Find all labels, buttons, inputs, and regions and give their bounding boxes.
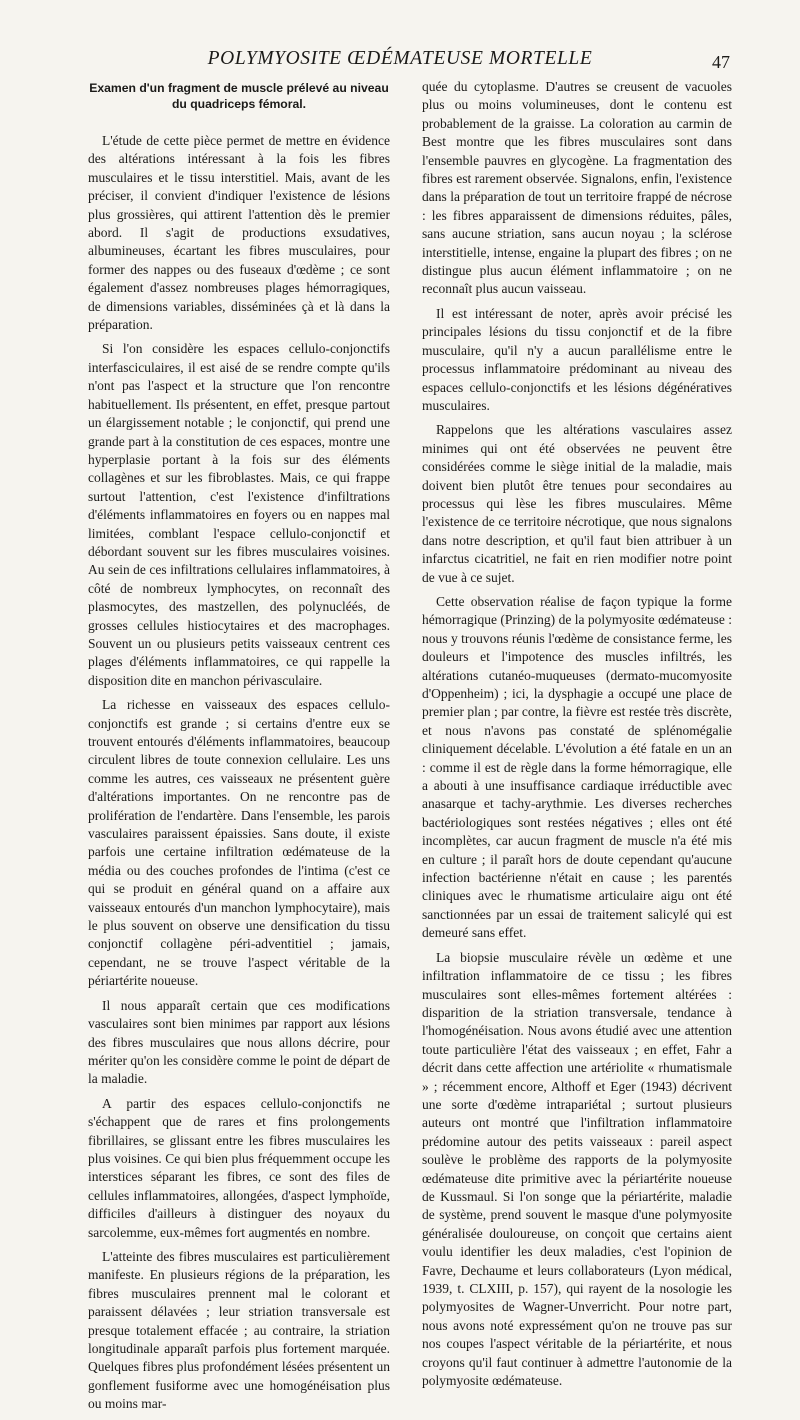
- paragraph: L'atteinte des fibres musculaires est particulièrement manifeste. En plusieurs régions de la préparation, les fibres musculaires prennent mal le colorant et paraissent délavées ; leur striation transversale est presque totalement effacée ; au contraire, la striation longitudinale apparaît parfois plus fortement marquée. Quelques fibres plus profondément lésées présentent un gonflement fusiforme avec une homogénéisation plus ou moins mar-: [88, 1248, 390, 1412]
- paragraph: A partir des espaces cellulo-conjonctifs ne s'échappent que de rares et fins prolongements fibrillaires, se glissant entre les fibres musculaires les plus voisines. Ce qui bien plus fréquemment occupe les interstices séparant les fibres, ce sont des files de cellules inflammatoires, allongées, d'aspect lymphoïde, difficiles d'ailleurs à distinguer des noyaux du sarcolemme, eux-mêmes fort augmentés en nombre.: [88, 1095, 390, 1240]
- paragraph: La richesse en vaisseaux des espaces cellulo-conjonctifs est grande ; si certains d'entre eux se trouvent entourés d'éléments inflammatoires, beaucoup circulent libres de toute connexion cellulaire. Les uns comme les autres, ces vaisseaux ne présentent guère d'altérations importantes. On ne rencontre pas de prolifération de l'endartère. Dans l'ensemble, les parois vasculaires paraissent épaissies. Sans doute, il existe parfois une certaine infiltration œdémateuse de la média ou des couches profondes de l'intima (c'est ce qui se produit en général quand on a affaire aux vaisseaux entourés d'un manchon lymphocytaire), mais le plus souvent on observe une densification du tissu conjonctif collagène péri-adventitiel ; jamais, cependant, ne se trouve l'aspect véritable de la périartérite noueuse.: [88, 697, 390, 989]
- paragraph: Rappelons que les altérations vasculaires assez minimes qui ont été observées ne peuvent être considérées comme le siège initial de la maladie, mais doivent bien plutôt être tenues pour secondaires au processus qui lèse les fibres musculaires. Même l'existence de ce territoire nécrotique, que nous signalons dans notre description, et qu'il faut bien attribuer à un infarctus cicatritiel, ne fait en rien modifier notre point de vue à ce sujet.: [422, 422, 732, 585]
- paragraph: Il est intéressant de noter, après avoir précisé les principales lésions du tissu conjonctif et de la fibre musculaire, qu'il n'y a aucun parallélisme entre le processus inflammatoire prédominant au niveau des espaces cellulo-conjonctifs et les lésions dégénératives musculaires.: [422, 305, 732, 413]
- running-title: POLYMYOSITE ŒDÉMATEUSE MORTELLE: [207, 48, 593, 69]
- paragraph: Cette observation réalise de façon typique la forme hémorragique (Prinzing) de la polymyosite œdémateuse : nous y trouvons réunis l'œdème de consistance ferme, les douleurs et l'impotence des muscles infiltrés, les altérations cutanéo-muqueuses (dermato-mucomyosite d'Oppenheim) ; ici, la dysphagie a occupé une place de premier plan ; par contre, la fièvre est restée très discrète, et nous n'avons pas constaté de splénomégalie cliniquement décelable. L'évolution a été fatale en un an : comme il est de règle dans la forme hémorragique, elle a abouti à une insuffisance cardiaque irréductible avec anasarque et tachy-arythmie. Les diverses recherches bactériologiques sont restées négatives ; elles ont été incomplètes, car aucun fragment de muscle n'a été mis en culture ; il paraît hors de doute cependant qu'aucune infection bactérienne n'était en cause ; les parentés cliniques avec le rhumatisme articulaire aigu ont été sanctionnées par un essai de traitement salicylé qui est demeuré sans effet.: [422, 593, 732, 941]
- section-heading: Examen d'un fragment de muscle prélevé au niveau du quadriceps fémoral.: [89, 81, 389, 111]
- paragraph: Il nous apparaît certain que ces modifications vasculaires sont bien minimes par rapport aux lésions des fibres musculaires que nous allons décrire, pour mériter qu'on les considère comme le point de départ de la maladie.: [88, 997, 390, 1087]
- right-column: [422, 78, 732, 1396]
- page-number: 47: [712, 52, 730, 72]
- left-column: [88, 78, 390, 1420]
- paragraph: L'étude de cette pièce permet de mettre en évidence des altérations intéressant à la fois les fibres musculaires et le tissu interstitiel. Mais, avant de les préciser, il convient d'indiquer l'existence de lésions plus grossières, qui attirent l'attention dès le premier abord. Il s'agit de productions exsudatives, albumineuses, écartant les fibres musculaires, pour former des nappes ou des fuseaux d'œdème ; ce sont également d'assez nombreuses plages hémorragiques, de dimensions variables, disséminées çà et là dans la préparation.: [88, 133, 390, 333]
- paragraph: La biopsie musculaire révèle un œdème et une infiltration inflammatoire de ce tissu ; les fibres musculaires sont elles-mêmes fortement altérées : disparition de la striation transversale, tendance à l'homogénéisation. Nous avons étudié avec une attention toute particulière l'état des vaisseaux ; en effet, Fahr a décrit dans cette affection une artériolite « rhumatismale » ; récemment encore, Althoff et Eger (1943) décrivent une sorte d'œdème intrapariétal ; surtout plusieurs auteurs ont montré que l'infiltration inflammatoire prédomine autour des petits vaisseaux : pareil aspect soulève le problème des rapports de la polymyosite œdémateuse dite primitive avec la périartérite noueuse de Kussmaul. Si l'on songe que la périartérite, maladie de système, prend souvent le masque d'une polymyosite généralisée douloureuse, on conçoit que certains aient voulu identifier les deux maladies, c'est l'opinion de Favre, Dechaume et leurs collaborateurs (Lyon médical, 1939, t. CLXIII, p. 157), qui rayent de la nosologie les polymyosites de Wagner-Unverricht. Pour notre part, nous avons noté expressément qu'on ne trouve pas sur nos coupes l'aspect véritable de la périartérite, et nous croyons qu'il faut continuer à admettre l'autonomie de la polymyosite œdémateuse.: [422, 949, 732, 1389]
- paragraph: Si l'on considère les espaces cellulo-conjonctifs interfasciculaires, il est aisé de se rendre compte qu'ils n'ont pas l'aspect et la structure que l'on rencontre habituellement. Ils présentent, en effet, presque partout un élargissement notable ; le conjonctif, qui prend une grande part à la constitution de ces espaces, montre une hyperplasie portant à la fois sur des éléments collagènes et sur les fibroblastes. Mais, ce qui frappe surtout l'attention, c'est l'existence d'infiltrations d'éléments inflammatoires en foyers ou en nappes mal limitées, comblant l'espace cellulo-conjonctif et débordant souvent sur les fibres musculaires voisines. Au sein de ces infiltrations cellulaires inflammatoires, à côté de nombreux lymphocytes, on reconnaît des plasmocytes, des mastzellen, des polynucléés, de grosses cellules histiocytaires et des macrophages. Souvent un ou plusieurs petits vaisseaux centrent ces plages d'éléments inflammatoires, ce qui rappelle la disposition dite en manchon périvasculaire.: [88, 341, 390, 688]
- paragraph-continuation: quée du cytoplasme. D'autres se creusent de vacuoles plus ou moins volumineuses, dont le contenu est probablement de la graisse. La coloration au carmin de Best montre que les fibres musculaires sont dans l'ensemble pauvres en glycogène. La fragmentation des fibres est rarement observée. Signalons, enfin, l'existence dans la préparation de tout un territoire frappé de nécrose : les fibres apparaissent de dimensions réduites, pâles, sans aucune striation, sans aucun noyau ; la sclérose interstitielle, intense, engaine la plupart des fibres ; on ne distingue plus aucun élément inflammatoire ; on ne reconnaît plus aucun vaisseau.: [422, 79, 732, 297]
